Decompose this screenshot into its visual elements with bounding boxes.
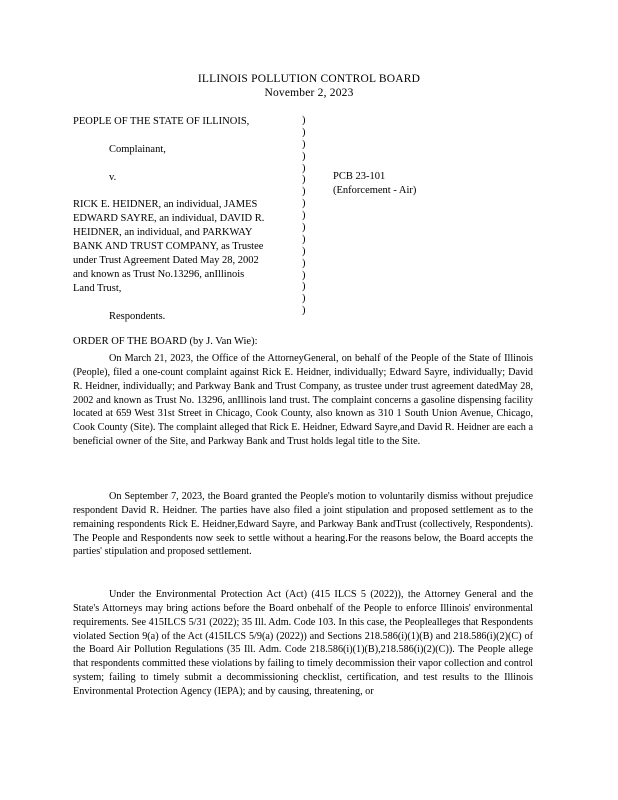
board-name: ILLINOIS POLLUTION CONTROL BOARD: [197, 73, 421, 85]
paren: ): [302, 186, 306, 198]
paren: ): [302, 245, 306, 257]
paren: ): [302, 257, 306, 269]
paren: ): [302, 174, 306, 186]
case-number: PCB 23-101: [333, 171, 386, 182]
paren: ): [302, 162, 306, 174]
paren: ): [302, 269, 306, 281]
paren: ): [302, 233, 306, 245]
paren: ): [302, 198, 306, 210]
paragraph-1: On March 21, 2023, the Office of the AttorneyGeneral, on behalf of the People of the State of Illinois (People), filed a one-count complaint against Rick E. Heidner, individually; Edward Sayre, individually; David R. Heidner, individually; and Parkway Bank and Trust Company, as trustee under trust agreement datedMay 28, 2002 and known as Trust No. 13296, anIllinois land trust. The complaint concerns a gasoline dispensing facility located at 659 West 31st Street in Chicago, Cook County, also known as 310 1 South Union Avenue, Chicago, Cook County (Site). The complaint alleged that Rick E. Heidner, Edward Sayre,and David R. Heidner are each a beneficial owner of the Site, and Parkway Bank and Trust holds legal title to the Site.: [73, 353, 533, 448]
paragraph-3: Under the Environmental Protection Act (Act) (415 ILCS 5 (2022)), the Attorney General and the State's Attorneys may bring actions before the Board onbehalf of the People to enforce Illinois' environmental requirements. See 415ILCS 5/31 (2022); 35 Ill. Adm. Code 103. In this case, the Peoplealleges that Respondents violated Section 9(a) of the Act (415ILCS 5/9(a) (2022)) and Sections 218.586(i)(1)(B) and 218.586(i)(2)(C) of the Board Air Pollution Regulations (35 Ill. Adm. Code 218.586(i)(1)(B),218.586(i)(2)(C)). The People allege that respondents committed these violations by failing to timely decommission their vapor collection and control system; failing to timely submit a decommissioning checklist, certification, and test results to the Illinois Environmental Protection Agency (IEPA); and by causing, threatening, or: [73, 589, 533, 697]
paren: ): [302, 126, 306, 138]
respondents-line: EDWARD SAYRE, an individual, DAVID R.: [73, 213, 265, 224]
complainant-label: Complainant,: [109, 144, 166, 155]
order-title: ORDER OF THE BOARD (by J. Van Wie):: [73, 336, 258, 347]
paren: ): [302, 210, 306, 222]
caption-parentheses: [302, 115, 306, 317]
order-date: November 2, 2023: [264, 87, 354, 99]
respondents-line: BANK AND TRUST COMPANY, as Trustee: [73, 241, 264, 252]
paren: ): [302, 281, 306, 293]
case-type: (Enforcement - Air): [333, 185, 417, 196]
respondents-block: [73, 198, 295, 296]
paren: ): [302, 305, 306, 317]
respondents-label: Respondents.: [109, 311, 166, 322]
paren: ): [302, 115, 306, 126]
respondents-line: under Trust Agreement Dated May 28, 2002: [73, 255, 259, 266]
versus-label: v.: [109, 172, 117, 183]
respondents-line: and known as Trust No.13296, anIllinois: [73, 269, 245, 280]
paren: ): [302, 293, 306, 305]
paren: ): [302, 150, 306, 162]
paren: ): [302, 222, 306, 234]
plaintiff-name: PEOPLE OF THE STATE OF ILLINOIS,: [73, 116, 250, 127]
paren: ): [302, 138, 306, 150]
respondents-line: HEIDNER, an individual, and PARKWAY: [73, 227, 253, 238]
paragraph-2: On September 7, 2023, the Board granted the People's motion to voluntarily dismiss without prejudice respondent David R. Heidner. The parties have also filed a joint stipulation and proposed settlement as to the remaining respondents Rick E. Heidner,Edward Sayre, and Parkway Bank andTrust (collectively, Respondents). The People and Respondents now seek to settle without a hearing.For the reasons below, the Board accepts the parties' stipulation and proposed settlement.: [73, 491, 533, 558]
respondents-line: Land Trust,: [73, 283, 122, 294]
respondents-line: RICK E. HEIDNER, an individual, JAMES: [73, 199, 258, 210]
